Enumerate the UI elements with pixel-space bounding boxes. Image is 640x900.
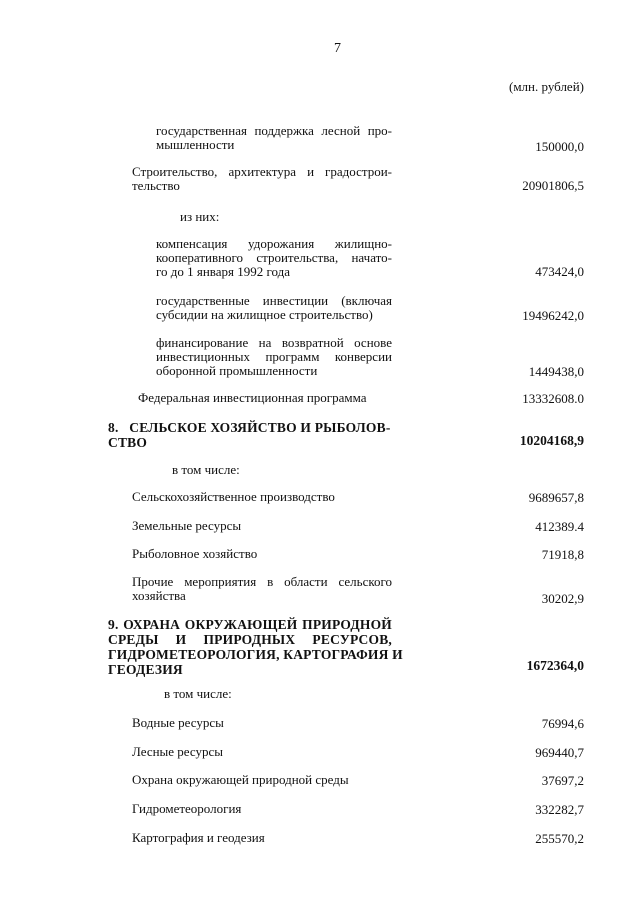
row-text-line: компенсация удорожания жилищно-: [156, 236, 392, 251]
list-item-value: 332282,7: [535, 802, 584, 817]
page-number: 7: [334, 41, 341, 56]
row-text-line: Строительство, архитектура и градострои-: [132, 164, 392, 179]
row-text-line: кооперативного строительства, начато-: [156, 250, 392, 265]
list-item-label: Лесные ресурсы: [132, 744, 223, 759]
row-construction: [132, 165, 392, 193]
list-item-label: Водные ресурсы: [132, 715, 224, 730]
row-value: 1449438,0: [528, 364, 584, 379]
section-heading-line: 8. СЕЛЬСКОЕ ХОЗЯЙСТВО И РЫБОЛОВ-: [108, 420, 391, 435]
list-item-value: 9689657,8: [528, 490, 584, 505]
row-value: 13332608.0: [522, 391, 584, 406]
section-heading-line: ГЕОДЕЗИЯ: [108, 662, 183, 677]
section-9-total: 1672364,0: [526, 658, 584, 673]
row-text-line: хозяйства: [132, 588, 186, 603]
row-text-line: инвестиционных программ конверсии: [156, 349, 392, 364]
list-item-label: Земельные ресурсы: [132, 518, 242, 533]
section-heading-line: ГИДРОМЕТЕОРОЛОГИЯ, КАРТОГРАФИЯ И: [108, 647, 403, 662]
of-them-label: из них:: [180, 209, 220, 224]
list-item-label: Гидрометеорология: [132, 801, 242, 816]
row-value: 150000,0: [535, 139, 584, 154]
section-heading-line: СРЕДЫ И ПРИРОДНЫХ РЕСУРСОВ,: [108, 632, 392, 647]
list-item-value: 255570,2: [535, 831, 584, 846]
row-text-line: государственная поддержка лесной про-: [156, 123, 392, 138]
list-item-label: Картография и геодезия: [132, 830, 265, 845]
row-value: 19496242,0: [522, 308, 584, 323]
row-text-line: Прочие мероприятия в области сельского: [132, 574, 392, 589]
row-value: 20901806,5: [522, 178, 584, 193]
list-item-value: 969440,7: [535, 745, 584, 760]
row-state-investments: [156, 294, 392, 322]
list-item-label: Рыболовное хозяйство: [132, 546, 258, 561]
row-federal-program: Федеральная инвестиционная программа: [138, 390, 367, 405]
row-financing: [156, 336, 392, 378]
list-item-value: 76994,6: [541, 716, 584, 731]
section-9-heading: [108, 617, 403, 677]
list-item-value: 37697,2: [541, 773, 584, 788]
units-label: (млн. рублей): [509, 79, 584, 94]
row-other-activities: [132, 575, 392, 603]
row-value: 473424,0: [535, 264, 584, 279]
row-text-line: государственные инвестиции (включая: [156, 293, 392, 308]
row-text-line: го до 1 января 1992 года: [156, 264, 291, 279]
including-label: в том числе:: [164, 686, 232, 701]
row-text-line: оборонной промышленности: [156, 363, 318, 378]
list-item-value: 71918,8: [541, 547, 584, 562]
row-state-support-forestry: [156, 124, 392, 152]
list-item-label: Охрана окружающей природной среды: [132, 772, 349, 787]
list-item-value: 412389.4: [535, 519, 584, 534]
row-text-line: тельство: [132, 178, 180, 193]
section-8-total: 10204168,9: [519, 433, 584, 448]
row-compensation: [156, 237, 392, 279]
including-label: в том числе:: [172, 462, 240, 477]
section-8-heading: [108, 420, 392, 450]
row-value: 30202,9: [541, 591, 584, 606]
row-text-line: субсидии на жилищное строительство): [156, 307, 373, 322]
row-text-line: финансирование на возвратной основе: [156, 335, 392, 350]
row-text-line: мышленности: [156, 137, 235, 152]
section-heading-line: 9. ОХРАНА ОКРУЖАЮЩЕЙ ПРИРОДНОЙ: [108, 617, 392, 632]
list-item-label: Сельскохозяйственное производство: [132, 489, 335, 504]
section-heading-line: СТВО: [108, 435, 148, 450]
